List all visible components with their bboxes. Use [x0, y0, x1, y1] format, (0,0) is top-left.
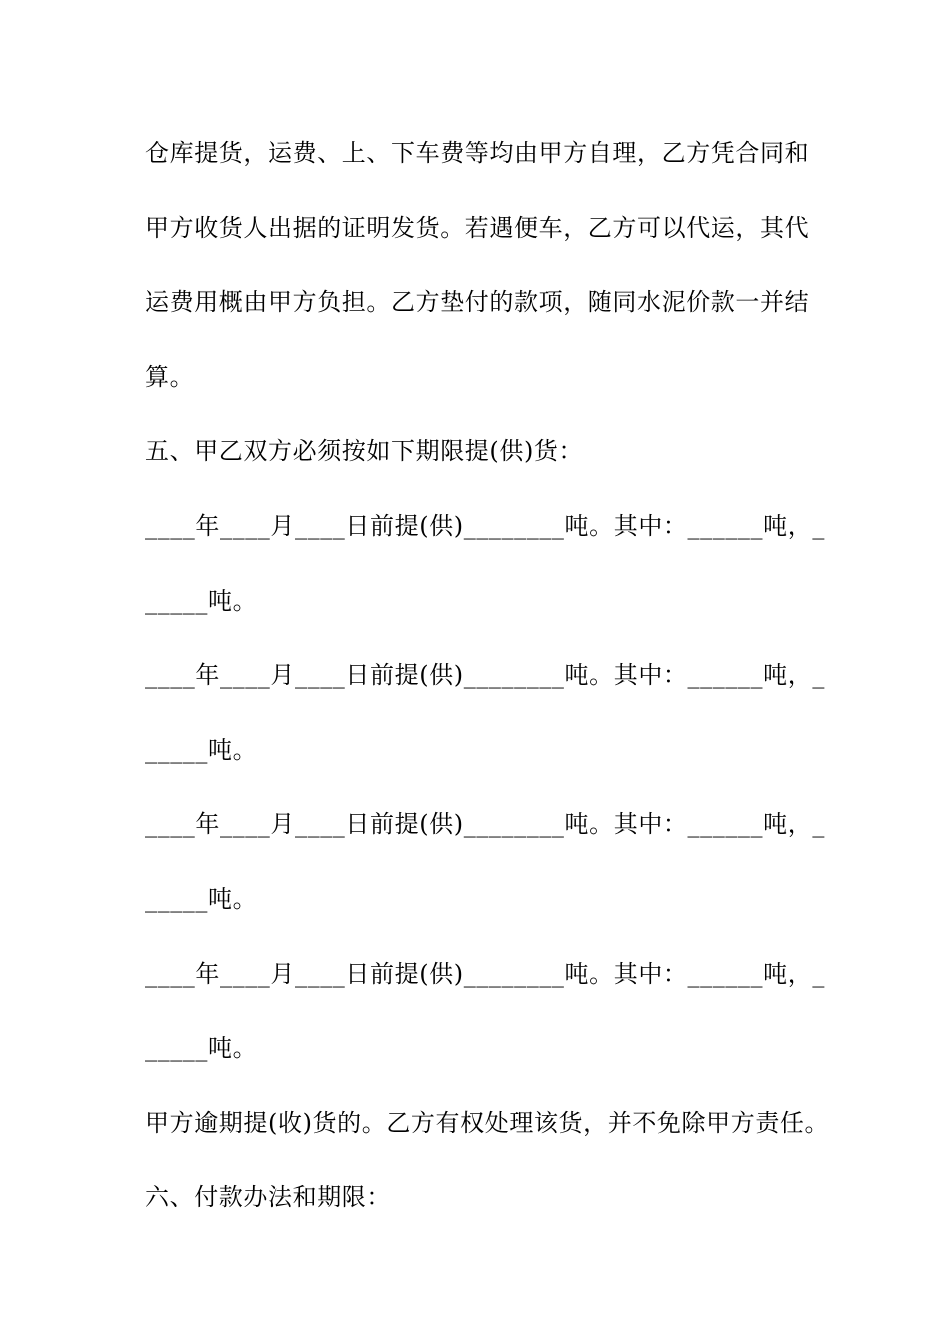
delivery-schedule-line: _____吨。 [145, 736, 258, 764]
paragraph-line: 甲方逾期提(收)货的。乙方有权处理该货，并不免除甲方责任。 [145, 1109, 830, 1137]
section-heading: 五、甲乙双方必须按如下期限提(供)货： [145, 437, 584, 465]
paragraph-line: 仓库提货，运费、上、下车费等均由甲方自理，乙方凭合同和 [145, 139, 810, 167]
delivery-schedule-line: ____年____月____日前提(供)________吨。其中：______吨，_ [145, 960, 825, 988]
section-heading: 六、付款办法和期限： [145, 1183, 391, 1211]
delivery-schedule-line: ____年____月____日前提(供)________吨。其中：______吨，_ [145, 512, 825, 540]
paragraph-line: 运费用概由甲方负担。乙方垫付的款项，随同水泥价款一并结 [145, 288, 810, 316]
delivery-schedule-line: _____吨。 [145, 1034, 258, 1062]
delivery-schedule-line: _____吨。 [145, 587, 258, 615]
paragraph-line: 算。 [145, 363, 195, 391]
delivery-schedule-line: ____年____月____日前提(供)________吨。其中：______吨，_ [145, 661, 825, 689]
paragraph-line: 甲方收货人出据的证明发货。若遇便车，乙方可以代运，其代 [145, 214, 810, 242]
delivery-schedule-line: _____吨。 [145, 885, 258, 913]
delivery-schedule-line: ____年____月____日前提(供)________吨。其中：______吨，_ [145, 810, 825, 838]
